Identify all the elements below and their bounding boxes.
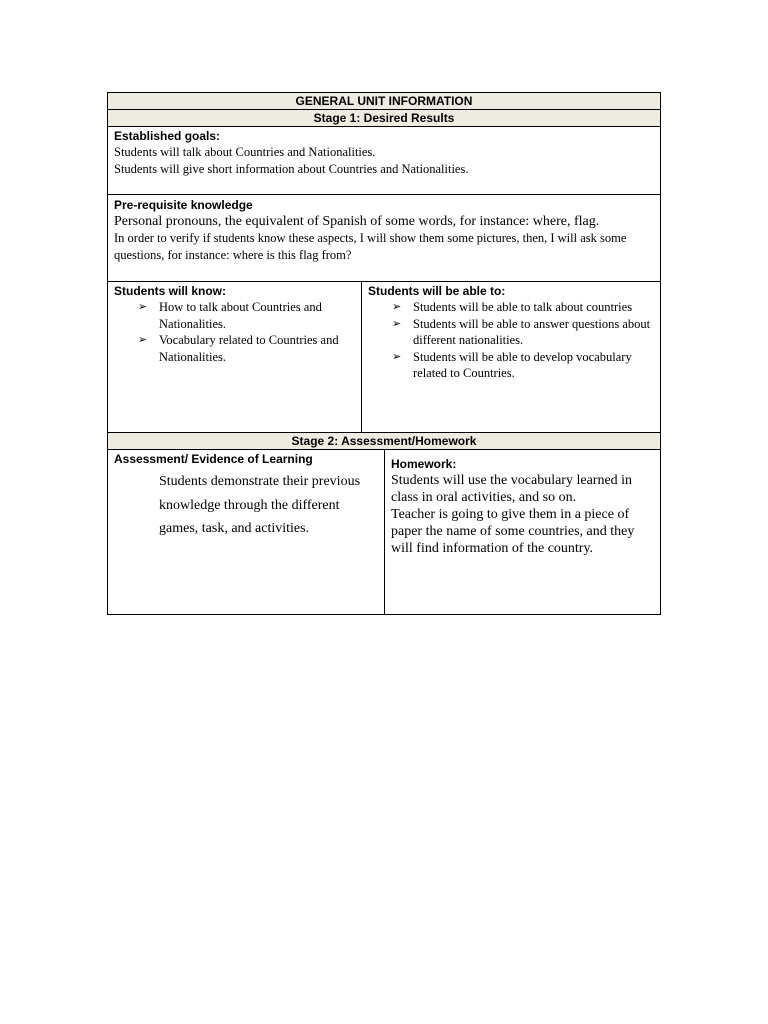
- homework-cell: [385, 450, 660, 614]
- students-will-know-label: Students will know:: [114, 284, 227, 298]
- homework-label: Homework:: [391, 457, 457, 471]
- arrowhead-bullet-icon: ➢: [138, 333, 148, 346]
- list-item: ➢ Students will be able to answer questions about different nationalities.: [392, 316, 651, 347]
- established-goals-label: Established goals:: [114, 129, 221, 143]
- arrowhead-bullet-icon: ➢: [392, 300, 402, 313]
- know-able-row: [108, 282, 660, 433]
- homework-text: Teacher is going to give them in a piece of paper the name of some countries, and they will find information of the country.: [391, 507, 635, 556]
- list-item: ➢ Students will be able to talk about countries: [392, 300, 633, 314]
- students-will-be-able-list: [368, 299, 654, 382]
- students-will-know-cell: [108, 282, 362, 432]
- students-will-know-list: [114, 299, 355, 365]
- students-will-be-able-cell: [362, 282, 660, 432]
- arrowhead-bullet-icon: ➢: [138, 300, 148, 313]
- assessment-homework-row: [108, 450, 660, 614]
- arrowhead-bullet-icon: ➢: [392, 349, 402, 363]
- general-unit-information-header: GENERAL UNIT INFORMATION: [108, 93, 660, 110]
- unit-plan-table: [107, 92, 661, 615]
- prerequisite-line: In order to verify if students know these aspects, I will show them some pictures, then, I will ask some questions, for instance: where is this flag from?: [114, 231, 627, 262]
- assessment-text: Students demonstrate their previous knowledge through the different games, task, and activities.: [159, 474, 361, 536]
- prerequisite-section: [108, 195, 660, 282]
- established-goals-section: [108, 127, 660, 195]
- assessment-label: Assessment/ Evidence of Learning: [114, 452, 313, 466]
- homework-text: Students will use the vocabulary learned in class in oral activities, and so on.: [391, 473, 633, 505]
- list-item: ➢ How to talk about Countries and Nationalities.: [138, 300, 322, 331]
- goal-line: Students will talk about Countries and Nationalities.: [114, 145, 376, 159]
- prerequisite-label: Pre-requisite knowledge: [114, 198, 253, 212]
- list-item: ➢ Vocabulary related to Countries and Nationalities.: [138, 333, 339, 364]
- arrowhead-bullet-icon: ➢: [392, 316, 402, 330]
- stage-2-header: Stage 2: Assessment/Homework: [108, 433, 660, 450]
- assessment-cell: [108, 450, 385, 614]
- prerequisite-line: Personal pronouns, the equivalent of Spanish of some words, for instance: where, flag.: [114, 214, 600, 229]
- list-item: ➢ Students will be able to develop vocabulary related to Countries.: [392, 349, 632, 380]
- students-will-be-able-label: Students will be able to:: [368, 284, 506, 298]
- stage-1-header: Stage 1: Desired Results: [108, 110, 660, 127]
- goal-line: Students will give short information about Countries and Nationalities.: [114, 161, 469, 176]
